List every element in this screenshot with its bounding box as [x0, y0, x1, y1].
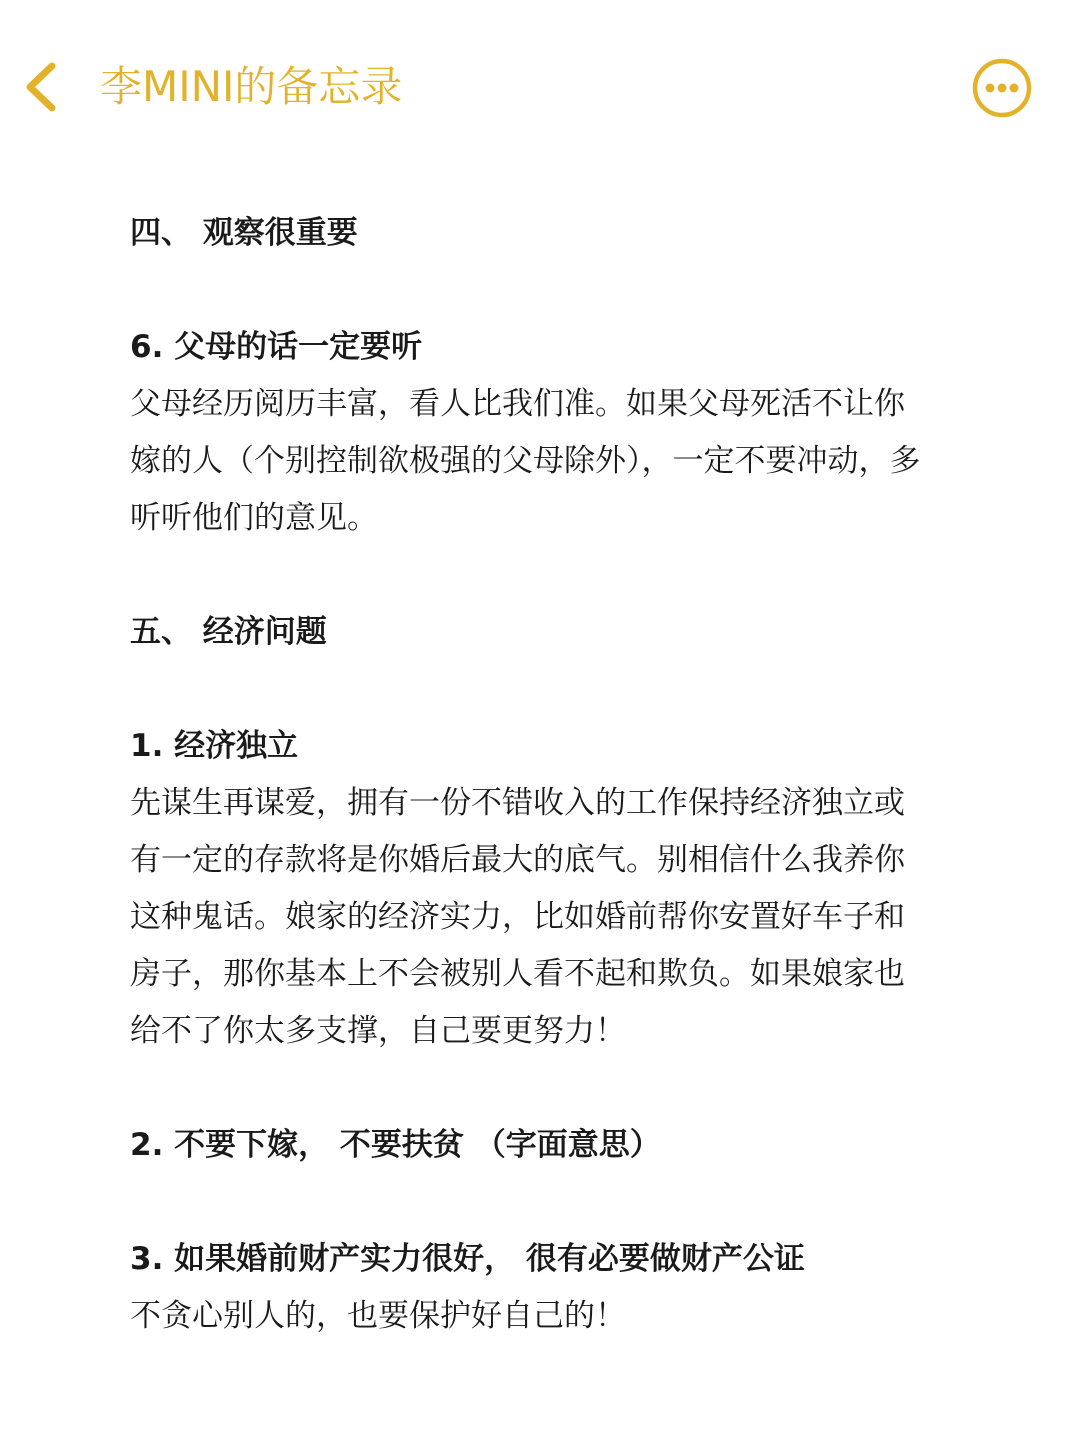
spacer — [130, 661, 990, 718]
more-button[interactable] — [972, 58, 1032, 118]
more-horizontal-icon — [972, 58, 1032, 118]
nav-bar — [0, 0, 1080, 175]
item-title: 3. 如果婚前财产实力很好， 很有必要做财产公证 — [130, 1241, 805, 1277]
chevron-left-icon — [18, 58, 68, 116]
item-title: 6. 父母的话一定要听 — [130, 329, 423, 365]
body-line: 父母经历阅历丰富，看人比我们准。如果父母死活不让你 — [130, 386, 905, 422]
back-button[interactable] — [18, 58, 68, 116]
body-line: 先谋生再谋爱，拥有一份不错收入的工作保持经济独立或 — [130, 785, 905, 821]
item-title: 1. 经济独立 — [130, 728, 299, 764]
body-line: 不贪心别人的，也要保护好自己的！ — [130, 1298, 626, 1334]
body-line: 嫁的人（个别控制欲极强的父母除外），一定不要冲动，多 — [130, 443, 921, 479]
spacer — [130, 262, 990, 319]
note-content — [130, 205, 990, 1345]
body-line: 这种鬼话。娘家的经济实力，比如婚前帮你安置好车子和 — [130, 899, 905, 935]
spacer — [130, 547, 990, 604]
page-title: 李MINI的备忘录 — [100, 62, 403, 111]
body-line: 给不了你太多支撑，自己要更努力！ — [130, 1013, 626, 1049]
body-line: 房子，那你基本上不会被别人看不起和欺负。如果娘家也 — [130, 956, 905, 992]
spacer — [130, 1060, 990, 1117]
spacer — [130, 1174, 990, 1231]
body-line: 听听他们的意见。 — [130, 500, 378, 536]
body-line: 有一定的存款将是你婚后最大的底气。别相信什么我养你 — [130, 842, 905, 878]
section-heading: 五、 经济问题 — [130, 614, 327, 650]
item-title: 2. 不要下嫁， 不要扶贫 （字面意思） — [130, 1127, 661, 1163]
section-heading: 四、 观察很重要 — [130, 215, 358, 251]
